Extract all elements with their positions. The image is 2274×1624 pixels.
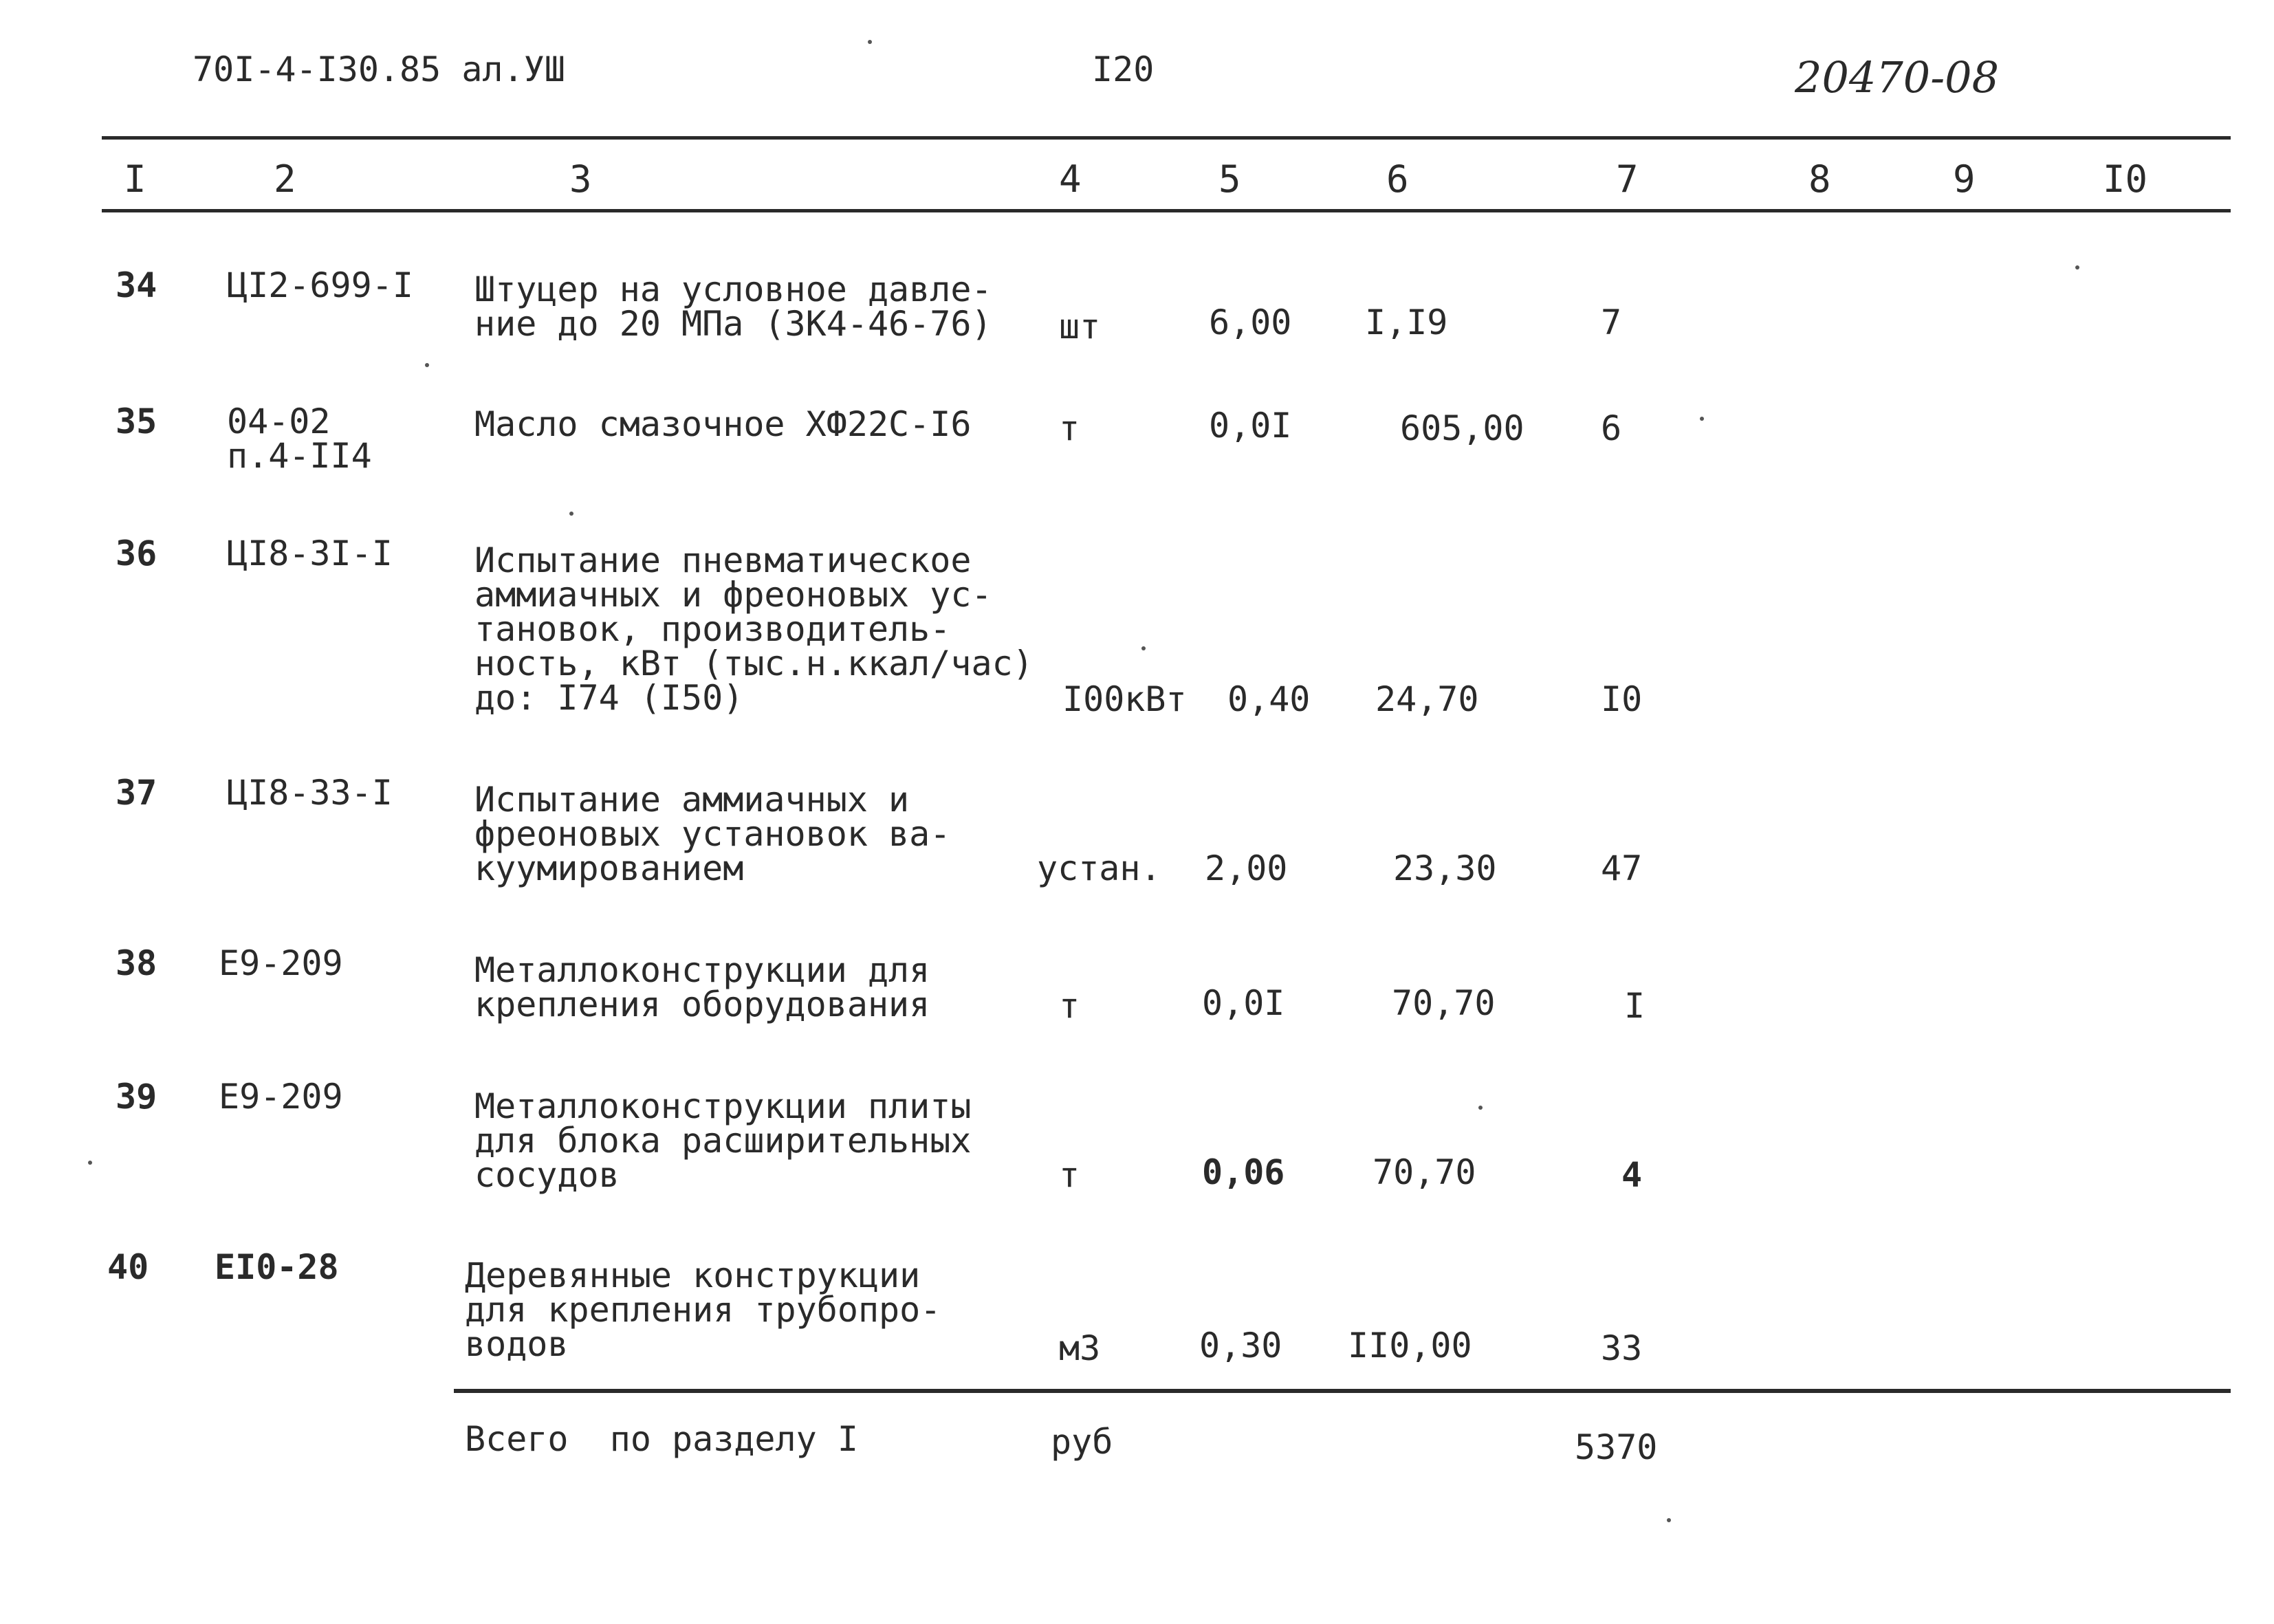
unit: т <box>1059 986 1080 1026</box>
row-number: 36 <box>116 534 157 573</box>
quantity: 0,06 <box>1202 1152 1285 1192</box>
scan-speck <box>88 1161 92 1165</box>
quantity: 0,0I <box>1202 983 1285 1023</box>
work-description: Испытание пневматическое аммиачных и фреоновых ус- тановок, производитель- ность, кВт (тыс.н.ккал/час) до: I74 (I50) <box>474 540 1034 718</box>
unit: шт <box>1059 307 1101 347</box>
scan-speck <box>2075 265 2079 270</box>
section-total-unit: руб <box>1051 1422 1113 1462</box>
work-description: Испытание аммиачных и фреоновых установок ва- куумированием <box>474 780 951 888</box>
row-number: 34 <box>116 265 157 305</box>
unit-price: 24,70 <box>1375 679 1479 719</box>
unit: устан. <box>1037 848 1161 888</box>
unit: м3 <box>1059 1328 1101 1368</box>
rate-code: ЦI8-33-I <box>227 773 393 813</box>
work-description: Металлоконструкции плиты для блока расширительных сосудов <box>474 1086 972 1195</box>
column-header-10: I0 <box>2103 157 2148 201</box>
scan-speck <box>1141 646 1146 650</box>
total-cost: 47 <box>1601 848 1643 888</box>
unit-price: I,I9 <box>1365 303 1448 342</box>
work-description: Штуцер на условное давле- ние до 20 МПа (3К4-46-76) <box>474 270 992 344</box>
rate-code: Е9-209 <box>219 943 343 983</box>
unit: т <box>1059 408 1080 448</box>
quantity: 6,00 <box>1209 303 1292 342</box>
scan-speck <box>1667 1518 1671 1522</box>
work-description: Металлоконструкции для крепления оборудования <box>474 950 930 1024</box>
total-cost: I0 <box>1601 679 1643 719</box>
total-cost: 7 <box>1601 303 1622 342</box>
column-header-8: 8 <box>1808 157 1831 201</box>
section-total-sum: 5370 <box>1575 1427 1658 1467</box>
column-header-1: I <box>124 157 146 201</box>
document-code: 70I-4-I30.85 ал.УШ <box>193 50 565 89</box>
total-rule <box>454 1389 2231 1393</box>
column-header-4: 4 <box>1059 157 1082 201</box>
column-header-2: 2 <box>274 157 296 201</box>
scan-speck <box>868 40 872 44</box>
row-number: 40 <box>107 1247 149 1287</box>
total-cost: 6 <box>1601 408 1622 448</box>
scan-speck <box>1478 1106 1483 1110</box>
section-total-label: Всего по разделу I <box>465 1419 858 1459</box>
column-header-9: 9 <box>1953 157 1976 201</box>
column-header-7: 7 <box>1616 157 1639 201</box>
quantity: 0,30 <box>1199 1326 1282 1365</box>
rate-code: Е9-209 <box>219 1077 343 1117</box>
total-cost: 4 <box>1621 1155 1643 1195</box>
unit-price: 70,70 <box>1373 1152 1476 1192</box>
column-header-3: 3 <box>569 157 592 201</box>
archive-number-handwritten: 20470-08 <box>1795 52 2000 102</box>
page-number: I20 <box>1092 50 1155 89</box>
total-cost: 33 <box>1601 1328 1643 1368</box>
quantity: 0,40 <box>1227 679 1311 719</box>
row-number: 38 <box>116 943 157 983</box>
rate-code: ЦI2-699-I <box>227 265 413 305</box>
unit-price: 605,00 <box>1400 408 1524 448</box>
row-number: 37 <box>116 773 157 813</box>
column-header-6: 6 <box>1386 157 1409 201</box>
unit: I00кВт <box>1062 679 1187 719</box>
work-description: Деревянные конструкции для крепления трубопро- водов <box>465 1255 941 1364</box>
scan-speck <box>425 363 429 367</box>
rate-code: 04-02 п.4-II4 <box>227 402 372 476</box>
work-description: Масло смазочное ХФ22С-I6 <box>474 404 972 444</box>
header-rule-top <box>102 136 2231 140</box>
rate-code: ЕI0-28 <box>215 1247 339 1287</box>
unit-price: 23,30 <box>1393 848 1497 888</box>
column-header-5: 5 <box>1218 157 1241 201</box>
total-cost: I <box>1624 986 1646 1026</box>
row-number: 35 <box>116 402 157 441</box>
scan-speck <box>569 512 573 516</box>
rate-code: ЦI8-3I-I <box>227 534 393 573</box>
unit-price: 70,70 <box>1392 983 1496 1023</box>
unit-price: II0,00 <box>1348 1326 1472 1365</box>
header-rule-bottom <box>102 209 2231 212</box>
quantity: 2,00 <box>1205 848 1288 888</box>
unit: т <box>1059 1155 1080 1195</box>
scan-speck <box>1700 417 1704 421</box>
quantity: 0,0I <box>1209 406 1292 446</box>
row-number: 39 <box>116 1077 157 1117</box>
